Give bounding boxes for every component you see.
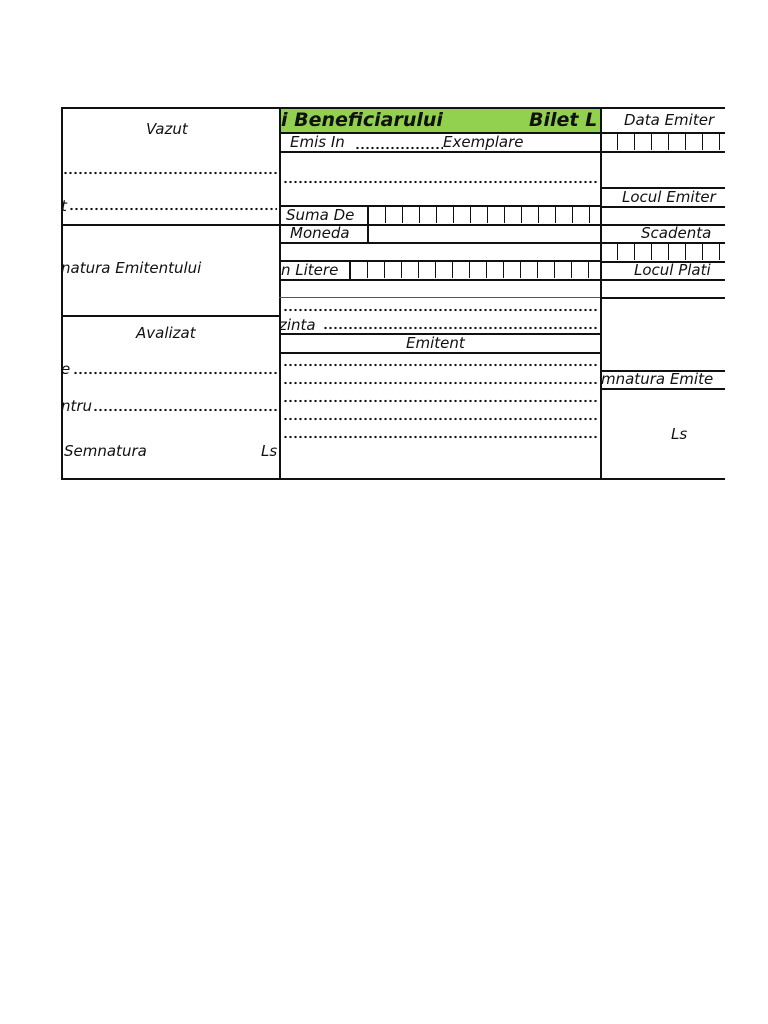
divider — [279, 151, 602, 153]
dotted-line — [283, 363, 597, 367]
divider — [61, 315, 281, 317]
title-clip — [281, 109, 600, 132]
ls-stamp-label: Ls — [671, 425, 688, 443]
dotted-line — [73, 371, 279, 375]
divider — [279, 297, 602, 298]
in-litere-boxes — [350, 261, 589, 278]
semnatura-label: Semnatura — [64, 442, 147, 460]
divider — [279, 352, 602, 354]
divider — [600, 151, 725, 153]
e-label: e — [61, 360, 71, 378]
vazut-label: Vazut — [146, 120, 188, 138]
scadenta-label: Scadenta — [641, 224, 712, 242]
bill-form — [61, 107, 725, 480]
in-litere-label: n Litere — [281, 261, 339, 279]
locul-platii-label: Locul Plati — [634, 261, 711, 279]
dotted-line — [283, 417, 597, 421]
data-emiterii-boxes — [600, 133, 720, 150]
dotted-line — [323, 326, 597, 330]
signature-clip — [61, 257, 279, 277]
title-beneficiar: i Beneficiarului — [281, 109, 443, 131]
t-label: t — [61, 197, 67, 215]
right-panel — [600, 107, 725, 480]
divider — [600, 206, 725, 208]
ls-label: Ls — [261, 442, 278, 460]
avalizat-label: Avalizat — [136, 324, 196, 342]
dotted-line — [93, 408, 279, 412]
middle-panel — [279, 107, 602, 480]
dotted-line — [283, 435, 597, 439]
dotted-line — [283, 399, 597, 403]
dotted-line — [63, 171, 277, 175]
semnatura-emitentului-label: natura Emitentului — [61, 259, 202, 277]
divider — [600, 279, 725, 281]
exemplare-label: Exemplare — [443, 133, 524, 151]
divider — [367, 224, 369, 242]
divider — [279, 242, 602, 244]
semnatura-emitent-label: mnatura Emite — [601, 370, 714, 388]
locul-emiterii-label: Locul Emiter — [622, 188, 716, 206]
divider — [600, 388, 725, 390]
divider — [61, 224, 281, 226]
suma-de-boxes — [368, 206, 590, 223]
emitent-label: Emitent — [406, 334, 465, 352]
left-panel — [61, 107, 281, 480]
moneda-label: Moneda — [290, 224, 350, 242]
title-bilet: Bilet L — [529, 109, 598, 131]
dotted-line — [283, 180, 597, 184]
zinta-label: zinta — [279, 316, 316, 334]
divider — [600, 297, 725, 299]
dotted-line — [69, 207, 277, 211]
scadenta-boxes — [600, 243, 720, 260]
divider — [279, 279, 602, 281]
suma-de-label: Suma De — [286, 206, 355, 224]
data-emiterii-label: Data Emiter — [624, 111, 715, 129]
dotted-line — [283, 381, 597, 385]
dotted-line — [283, 308, 597, 312]
ntru-label: ntru — [61, 397, 93, 415]
dotted-line — [355, 146, 443, 150]
emis-in-label: Emis In — [290, 133, 345, 151]
